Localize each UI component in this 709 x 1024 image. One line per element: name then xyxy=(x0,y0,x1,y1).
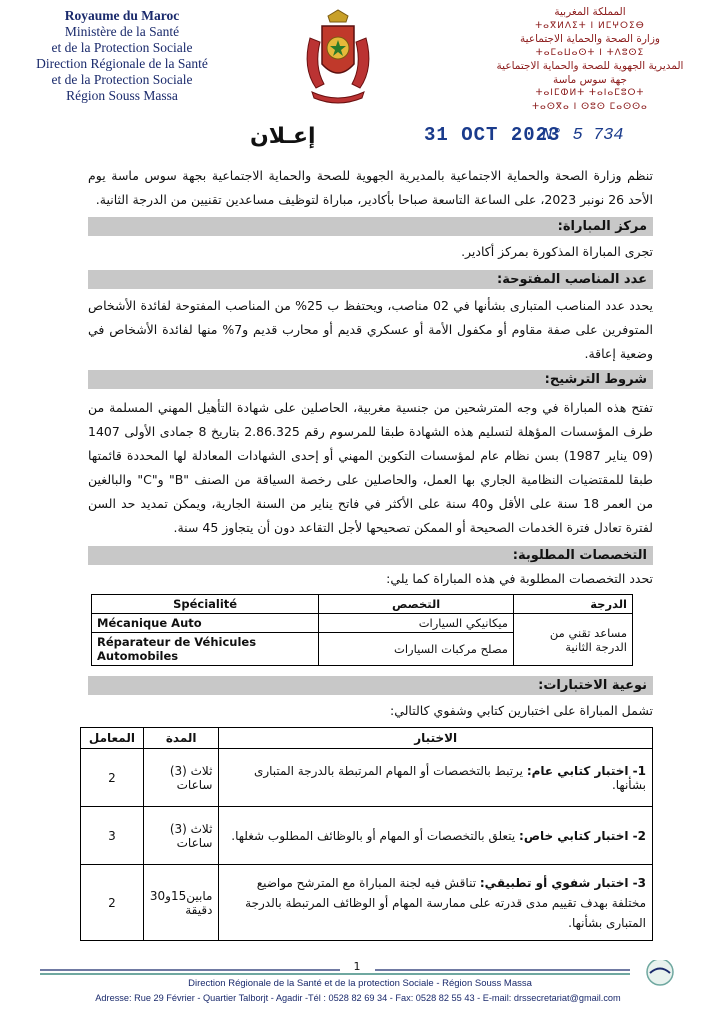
fr-line: et de la Protection Sociale xyxy=(51,72,193,87)
table-cell: Mécanique Auto xyxy=(92,614,319,633)
table-cell: 3 xyxy=(81,807,144,865)
table-cell: مابين15و30 دقيقة xyxy=(143,865,219,941)
table-cell: Réparateur de Véhicules Automobiles xyxy=(92,633,319,666)
number-stamp: N° 5 734 xyxy=(542,126,624,145)
section-heading: عدد المناصب المفتوحة: xyxy=(88,270,653,289)
table-row xyxy=(81,807,653,865)
table-cell: 2 xyxy=(81,749,144,807)
footer-address: Adresse: Rue 29 Février - Quartier Talborjt - Agadir -Tél : 0528 82 69 34 - Fax: 0528 82 55 43 - E-mail: drssecretariat@gmail.com xyxy=(95,993,621,1003)
section-heading: شروط الترشيح: xyxy=(88,370,653,389)
header-arabic xyxy=(485,6,695,114)
footer-org: Direction Régionale de la Santé et de la protection Sociale - Région Souss Massa xyxy=(188,978,532,989)
table-cell: مصلح مركبات السيارات xyxy=(319,633,514,666)
table-header: المدة xyxy=(143,728,219,749)
table-row xyxy=(92,614,633,633)
table-header-row xyxy=(92,595,633,614)
table-cell xyxy=(219,865,653,941)
tifinagh-line: ⵜⴰⴳⵍⴷⵉⵜ ⵏ ⵍⵎⵖⵔⵉⴱ xyxy=(535,20,645,31)
ar-line: المديرية الجهوية للصحة والحماية الاجتماعية xyxy=(496,60,684,72)
exam-label: 1- اختبار كتابي عام: xyxy=(526,763,646,778)
center-text: تجرى المباراة المذكورة بمركز أكادير. xyxy=(461,244,653,259)
spec-intro: تحدد التخصصات المطلوبة في هذه المباراة كما يلي: xyxy=(386,571,653,586)
fr-line: et de la Protection Sociale xyxy=(51,40,193,55)
table-header: الاختبار xyxy=(219,728,653,749)
table-cell: ثلاث (3) ساعات xyxy=(143,807,219,865)
conditions-text: تفتح هذه المباراة في وجه المترشحين من جنسية مغربية، الحاصلين على شهادة التأهيل المهني المسلمة من طرف المؤسسات المؤهلة لتسليم هذه الشهادة طبقا للمرسوم رقم 2.86.325 بتاريخ 8 جمادى الأولى 1407 (09 يناير 1987) بسن نظام عام لمؤسسات التكوين المهني أو إحدى الشهادات المعادلة لها المحددة قائمتها طبقا للمقتضيات النظامية الجاري بها العمل، والحاصلين على رخصة السياقة من الصنف "B" و"C" والبالغين من العمر 18 سنة على الأقل و40 سنة على الأكثر في فاتح يناير من السنة الجارية، ويمكن تمديد حد السن لفترة تعادل فترة الخدمات الصحيحة أو الممكن تصحيحها لأجل التقاعد دون أن يتجاوز 45 سنة. xyxy=(88,400,654,535)
specialties-table xyxy=(91,594,633,666)
exam-label: 2- اختبار كتابي خاص: xyxy=(519,828,646,843)
exam-text: يتعلق بالتخصصات أو المهام أو بالوظائف المطلوب شغلها. xyxy=(231,828,516,843)
ar-line: المملكة المغربية xyxy=(554,6,626,18)
table-cell xyxy=(219,749,653,807)
ar-line: جهة سوس ماسة xyxy=(553,73,627,86)
section-heading: التخصصات المطلوبة: xyxy=(88,546,653,565)
table-header: التخصص xyxy=(319,595,514,614)
tifinagh-line: ⵜⴰⵎⴰⵡⴰⵙⵜ ⵏ ⵜⴷⵓⵙⵉ xyxy=(535,47,645,58)
tifinagh-line: ⵜⴰⵏⵎⵀⵍⵜ ⵜⴰⵏⴰⵎⵓⵔⵜ xyxy=(535,88,645,98)
table-header: المعامل xyxy=(81,728,144,749)
table-row xyxy=(81,749,653,807)
section-heading: نوعية الاختبارات: xyxy=(88,676,653,695)
exam-text: تناقش فيه لجنة المباراة مع المترشح مواضيع مختلفة بهدف تقييم مدى قدرته على ممارسة المهام أو الوظائف المرتبطة بالدرجة المتبارى بشأنها. xyxy=(245,875,646,930)
exam-intro: تشمل المباراة على اختبارين كتابي وشفوي كالتالي: xyxy=(389,703,653,718)
date-stamp: 31 OCT 2023 xyxy=(424,124,561,146)
header-french xyxy=(22,8,222,104)
fr-line: Direction Régionale de la Santé xyxy=(36,56,208,71)
table-cell: مساعد تقني من الدرجة الثانية xyxy=(513,614,632,666)
tifinagh-line: ⵜⴰⵙⴳⴰ ⵏ ⵙⵓⵙ ⵎⴰⵙⵙⴰ xyxy=(532,101,648,112)
fr-line: Royaume du Maroc xyxy=(64,8,180,23)
page-number: 1 xyxy=(353,960,361,973)
table-header: Spécialité xyxy=(92,595,319,614)
coat-of-arms-emblem xyxy=(298,8,378,108)
table-row xyxy=(81,865,653,941)
posts-text: يحدد عدد المناصب المتبارى بشأنها في 02 مناصب، ويحتفظ ب 25% من المناصب المفتوحة لفائدة الأشخاص المتوفرين على صفة مقاوم أو مكفول الأمة أو عسكري قديم أو محارب قديم و7% منها لفائدة الأشخاص في وضعية إعاقة. xyxy=(88,298,653,361)
fr-line: Ministère de la Santé xyxy=(64,24,180,39)
exam-label: 3- اختبار شفوي أو تطبيقي: xyxy=(479,875,646,890)
intro-paragraph: تنظم وزارة الصحة والحماية الاجتماعية بالمديرية الجهوية للصحة والحماية الاجتماعية بجهة سوس ماسة يوم الأحد 26 نونبر 2023، على الساعة التاسعة صباحا بأكادير، مباراة لتوظيف مساعدين تقنيين من الدرجة الثانية. xyxy=(88,168,653,207)
page-title: إعـلان xyxy=(250,124,316,149)
table-cell xyxy=(219,807,653,865)
table-cell: ثلاث (3) ساعات xyxy=(143,749,219,807)
table-cell: 2 xyxy=(81,865,144,941)
fr-line: Région Souss Massa xyxy=(66,88,178,103)
ar-line: وزارة الصحة والحماية الاجتماعية xyxy=(520,33,660,45)
exam-text: يرتبط بالتخصصات أو المهام المرتبطة بالدرجة المتبارى بشأنها. xyxy=(253,763,646,792)
table-cell: ميكانيكي السيارات xyxy=(319,614,514,633)
section-heading: مركز المباراة: xyxy=(88,217,653,236)
table-header-row xyxy=(81,728,653,749)
exams-table xyxy=(80,727,653,941)
table-header: الدرجة xyxy=(513,595,632,614)
